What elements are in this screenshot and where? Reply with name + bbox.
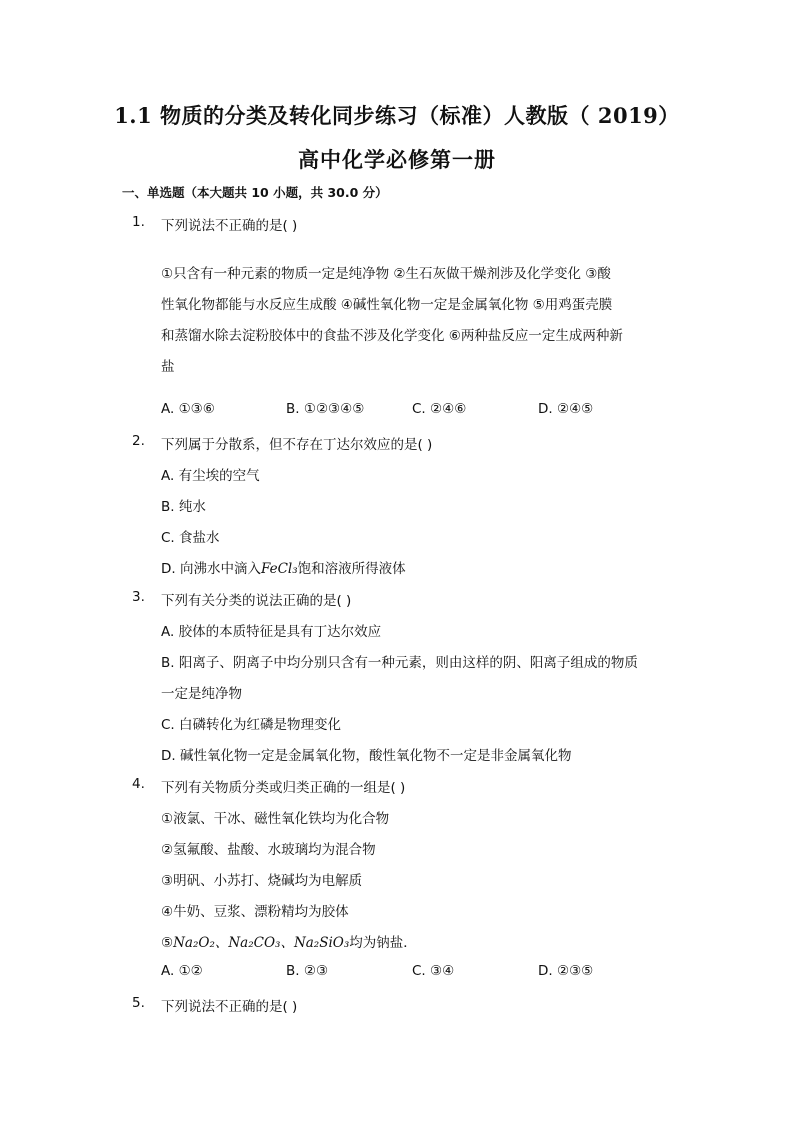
statement5-prefix: ⑤ <box>161 935 174 951</box>
document-title-line1: 1.1 物质的分类及转化同步练习（标准）人教版（ 2019） <box>114 103 680 128</box>
option-d[interactable]: D. ②③⑤ <box>538 963 594 979</box>
option-a[interactable]: A. ①② <box>161 963 203 979</box>
option-b[interactable]: B. 纯水 <box>161 499 206 515</box>
statement-line: 和蒸馏水除去淀粉胶体中的食盐不涉及化学变化 ⑥两种盐反应一定生成两种新 <box>161 328 623 344</box>
option-b[interactable]: B. ②③ <box>286 963 329 979</box>
option-d[interactable]: D. 碱性氧化物一定是金属氧化物，酸性氧化物不一定是非金属氧化物 <box>161 748 572 764</box>
option-c[interactable]: C. ③④ <box>412 963 455 979</box>
question-stem: 下列属于分散系，但不存在丁达尔效应的是( ) <box>161 437 433 453</box>
option-b-continued: 一定是纯净物 <box>161 686 242 702</box>
question-stem: 下列有关分类的说法正确的是( ) <box>161 593 352 609</box>
option-c[interactable]: C. ②④⑥ <box>412 401 467 417</box>
statement-line: ③明矾、小苏打、烧碱均为电解质 <box>161 873 363 889</box>
option-b[interactable]: B. 阳离子、阴离子中均分别只含有一种元素，则由这样的阴、阳离子组成的物质 <box>161 655 638 671</box>
document-title-line2: 高中化学必修第一册 <box>298 147 496 172</box>
option-d-suffix: 饱和溶液所得液体 <box>297 561 406 577</box>
statement-line: ④牛奶、豆浆、漂粉精均为胶体 <box>161 904 349 920</box>
question-number: 4. <box>132 776 145 792</box>
question-number: 1. <box>132 214 145 230</box>
option-c[interactable]: C. 白磷转化为红磷是物理变化 <box>161 717 342 733</box>
chemical-formula: FeCl₃ <box>260 561 298 577</box>
option-d-prefix: D. 向沸水中滴入 <box>161 561 261 577</box>
statement-line: ①只含有一种元素的物质一定是纯净物 ②生石灰做干燥剂涉及化学变化 ③酸 <box>161 266 611 282</box>
statement-line: 盐 <box>161 359 175 375</box>
option-d[interactable]: D. ②④⑤ <box>538 401 594 417</box>
option-a[interactable]: A. 有尘埃的空气 <box>161 468 260 484</box>
statement-line: ①液氯、干冰、磁性氧化铁均为化合物 <box>161 811 390 827</box>
section-heading: 一、单选题（本大题共 10 小题，共 30.0 分） <box>122 185 388 200</box>
statement-line <box>161 931 417 951</box>
option-a[interactable]: A. 胶体的本质特征是具有丁达尔效应 <box>161 624 382 640</box>
option-b[interactable]: B. ①②③④⑤ <box>286 401 365 417</box>
question-stem: 下列说法不正确的是( ) <box>161 999 298 1015</box>
option-a[interactable]: A. ①③⑥ <box>161 401 215 417</box>
statement-line: 性氧化物都能与水反应生成酸 ④碱性氧化物一定是金属氧化物 ⑤用鸡蛋壳膜 <box>161 297 613 313</box>
question-number: 3. <box>132 589 145 605</box>
option-d[interactable] <box>161 557 406 577</box>
option-c[interactable]: C. 食盐水 <box>161 530 220 546</box>
question-stem: 下列有关物质分类或归类正确的一组是( ) <box>161 780 406 796</box>
question-stem: 下列说法不正确的是( ) <box>161 218 298 234</box>
statement-line: ②氢氟酸、盐酸、水玻璃均为混合物 <box>161 842 376 858</box>
question-number: 5. <box>132 995 145 1011</box>
question-number: 2. <box>132 433 145 449</box>
chemical-formulas: Na₂O₂、Na₂CO₃、Na₂SiO₃ <box>173 935 350 951</box>
statement5-suffix: 均为钠盐． <box>349 935 417 951</box>
